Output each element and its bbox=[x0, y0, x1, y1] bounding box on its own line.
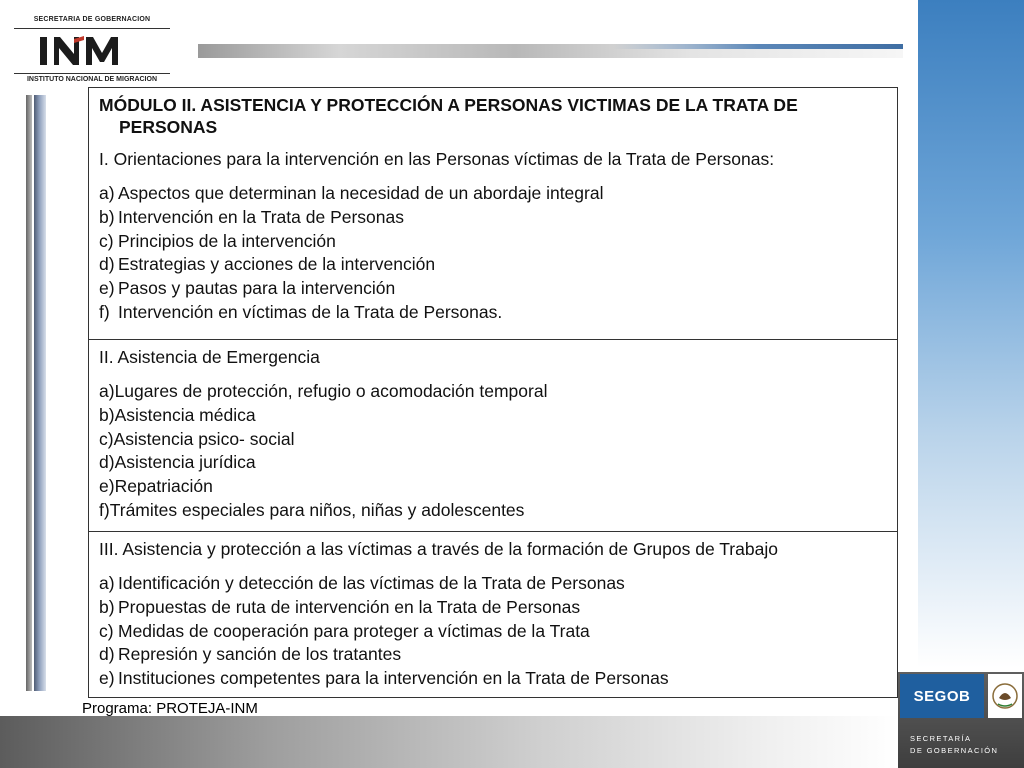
list-marker: c) bbox=[99, 230, 114, 251]
list-text: Pasos y pautas para la intervención bbox=[118, 278, 396, 299]
module-title: MÓDULO II. ASISTENCIA Y PROTECCIÓN A PERSONAS VICTIMAS DE LA TRATA DE PERSONAS bbox=[99, 95, 798, 137]
right-blue-panel bbox=[918, 0, 1024, 668]
list-text: Intervención en víctimas de la Trata de Personas. bbox=[118, 301, 503, 322]
list-item bbox=[99, 643, 887, 667]
list-marker: c) bbox=[99, 620, 114, 641]
list-item bbox=[99, 596, 887, 620]
list-item bbox=[99, 182, 887, 206]
institute-label: INSTITUTO NACIONAL DE MIGRACION bbox=[26, 76, 158, 83]
list-item bbox=[99, 230, 887, 254]
list-item bbox=[99, 620, 887, 644]
inm-logo bbox=[14, 16, 170, 86]
list-item bbox=[99, 475, 887, 499]
list-marker: e) bbox=[99, 476, 115, 497]
list-item bbox=[99, 277, 887, 301]
list-text: Estrategias y acciones de la intervención bbox=[118, 254, 436, 275]
list-text: Represión y sanción de los tratantes bbox=[118, 644, 402, 665]
list-text: Intervención en la Trata de Personas bbox=[118, 206, 405, 227]
list-text: Asistencia jurídica bbox=[114, 452, 256, 473]
logo-rule-top bbox=[14, 28, 170, 29]
list-marker: a) bbox=[99, 381, 115, 401]
mexico-emblem-icon bbox=[988, 674, 1022, 718]
bottom-gradient-bar bbox=[0, 716, 898, 768]
list-item bbox=[99, 451, 887, 475]
list-marker: d) bbox=[99, 644, 115, 665]
list-text: Repatriación bbox=[114, 476, 213, 497]
list-text: Medidas de cooperación para proteger a víctimas de la Trata bbox=[118, 620, 590, 641]
list-text: Asistencia psico- social bbox=[113, 428, 295, 449]
list-marker: b) bbox=[99, 404, 115, 425]
segob-line-2: DE GOBERNACIÓN bbox=[910, 746, 999, 755]
list-text: Principios de la intervención bbox=[118, 230, 336, 251]
list-item bbox=[99, 499, 887, 523]
list-item bbox=[99, 428, 887, 452]
inm-logo-mark bbox=[14, 31, 170, 71]
logo-rule-bottom bbox=[14, 73, 170, 74]
section-list bbox=[99, 182, 887, 325]
section-heading: I. Orientaciones para la intervención en las Personas víctimas de la Trata de Personas: bbox=[99, 149, 775, 169]
segob-wordmark: SEGOB bbox=[900, 674, 984, 718]
section-list bbox=[99, 572, 887, 691]
list-marker: b) bbox=[99, 206, 115, 227]
list-marker: b) bbox=[99, 596, 115, 617]
list-marker: a) bbox=[99, 183, 115, 203]
list-marker: e) bbox=[99, 278, 115, 299]
list-text: Propuestas de ruta de intervención en la Trata de Personas bbox=[118, 596, 581, 617]
list-text: Identificación y detección de las víctimas de la Trata de Personas bbox=[118, 573, 625, 593]
list-marker: f) bbox=[99, 301, 110, 322]
secretaria-label: SECRETARIA DE GOBERNACION bbox=[33, 16, 151, 23]
section-2 bbox=[89, 340, 897, 532]
section-3 bbox=[89, 532, 897, 697]
list-item bbox=[99, 667, 887, 691]
list-marker: d) bbox=[99, 254, 115, 275]
module-content-box bbox=[88, 87, 898, 698]
list-item bbox=[99, 572, 887, 596]
list-text: Lugares de protección, refugio o acomodación temporal bbox=[114, 381, 548, 401]
segob-line-1: SECRETARÍA bbox=[910, 734, 972, 743]
left-decorative-shadow bbox=[26, 95, 32, 691]
list-item bbox=[99, 380, 887, 404]
section-heading: II. Asistencia de Emergencia bbox=[99, 347, 320, 367]
list-marker: d) bbox=[99, 452, 115, 473]
header-gradient-bar bbox=[198, 44, 903, 58]
list-marker: a) bbox=[99, 573, 115, 593]
header-blue-accent bbox=[613, 44, 903, 49]
list-item bbox=[99, 404, 887, 428]
section-1 bbox=[89, 88, 897, 340]
list-marker: f) bbox=[99, 499, 110, 520]
list-item bbox=[99, 206, 887, 230]
segob-branding bbox=[898, 672, 1024, 768]
list-text: Aspectos que determinan la necesidad de un abordaje integral bbox=[118, 183, 604, 203]
list-item bbox=[99, 253, 887, 277]
list-text: Trámites especiales para niños, niñas y adolescentes bbox=[109, 499, 525, 520]
list-text: Instituciones competentes para la intervención en la Trata de Personas bbox=[118, 668, 669, 689]
program-label: Programa: PROTEJA-INM bbox=[82, 700, 258, 717]
left-decorative-bar bbox=[34, 95, 46, 691]
section-heading: III. Asistencia y protección a las víctimas a través de la formación de Grupos de Trabajo bbox=[99, 539, 778, 559]
list-item bbox=[99, 301, 887, 325]
list-marker: e) bbox=[99, 668, 115, 689]
list-marker: c) bbox=[99, 428, 114, 449]
section-list bbox=[99, 380, 887, 523]
list-text: Asistencia médica bbox=[114, 404, 256, 425]
